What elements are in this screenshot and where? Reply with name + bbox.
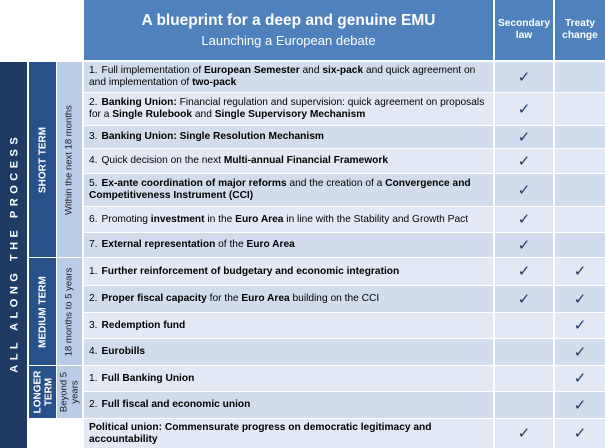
longer-term-row-2-secondary-law-cell: [495, 392, 553, 418]
short-term-row-1-treaty-change-cell: [555, 62, 605, 92]
item-text-bold: Single Supervisory Mechanism: [214, 109, 366, 120]
item-number: 6.: [89, 213, 98, 225]
longer-term-row-2-text: [89, 399, 250, 411]
item-text: and: [192, 109, 215, 120]
item-text-bold: Euro Area: [246, 239, 295, 250]
item-number: 7.: [89, 239, 98, 250]
short-term-row-1-text: [89, 65, 491, 89]
item-text: building on the CCI: [289, 293, 380, 304]
item-number: 4.: [89, 155, 98, 166]
check-icon: ✓: [573, 289, 587, 308]
short-term-row-2-secondary-law-cell: [495, 93, 553, 125]
short-term-row-7-secondary-law-cell: [495, 233, 553, 257]
short-term-row-4-text: [89, 155, 388, 167]
political-union-row: [84, 419, 493, 448]
check-icon: ✓: [517, 180, 531, 199]
short-term-row-5-treaty-change-cell: [555, 174, 605, 206]
item-number: 2.: [89, 97, 98, 108]
longer-term-row-1-text: [89, 373, 194, 385]
short-term-row-6-secondary-law-cell: [495, 207, 553, 232]
item-text-bold: Multi-annual Financial Framework: [223, 155, 388, 166]
treaty-change-header-label: Treaty change: [562, 18, 598, 41]
short-term-row-6: [84, 207, 493, 232]
item-text-bold: External representation: [101, 239, 216, 250]
political-union-row-treaty-change-cell: [555, 419, 605, 448]
medium-term-row-3-text: [89, 320, 185, 332]
item-text: Full implementation of: [101, 65, 204, 76]
medium-term-row-2-treaty-change-cell: [555, 286, 605, 312]
check-icon: ✓: [517, 67, 531, 86]
short-term-row-7-text: [89, 239, 295, 251]
medium-term-row-4-text: [89, 346, 145, 358]
item-number: 3.: [89, 131, 98, 142]
check-icon: ✓: [517, 127, 531, 146]
short-term-row-5: [84, 174, 493, 206]
longer-term-timeframe-cell: [57, 366, 82, 418]
longer-term-row-1-secondary-law-cell: [495, 366, 553, 391]
medium-term-row-4-treaty-change-cell: [555, 339, 605, 365]
short-term-row-4-treaty-change-cell: [555, 149, 605, 173]
check-icon: ✓: [517, 424, 531, 442]
item-number: 5.: [89, 178, 98, 189]
medium-term-row-2-secondary-law-cell: [495, 286, 553, 312]
medium-term-row-1-secondary-law-cell: [495, 258, 553, 285]
medium-term-timeframe-cell: [57, 258, 82, 365]
item-text: Quick decision on the next: [101, 155, 224, 166]
short-term-row-3-text: [89, 131, 324, 143]
secondary-law-column-header: [495, 0, 553, 60]
item-text-bold: Full Banking Union: [101, 372, 195, 384]
check-icon: ✓: [573, 316, 587, 334]
item-text: and: [299, 65, 323, 76]
item-text: Promoting: [101, 213, 151, 225]
item-number: 2.: [89, 293, 98, 304]
medium-term-row-1-text: [89, 266, 399, 278]
item-text-bold: Full fiscal and economic union: [101, 399, 251, 410]
short-term-row-4: [84, 149, 493, 173]
short-term-row-3-secondary-law-cell: [495, 126, 553, 148]
short-term-row-3: [84, 126, 493, 148]
short-term-row-2: [84, 93, 493, 125]
item-text-bold: two-pack: [192, 77, 237, 88]
item-text: and the creation of a: [286, 178, 386, 189]
item-number: 2.: [89, 399, 98, 410]
medium-term-row-3-secondary-law-cell: [495, 313, 553, 338]
medium-term-row-1-treaty-change-cell: [555, 258, 605, 285]
all-along-the-process-label: ALL ALONG THE PROCESS: [7, 132, 20, 373]
longer-term-row-1: [84, 366, 493, 391]
item-text-bold: Redemption fund: [101, 319, 186, 331]
longer-term-timeframe: Beyond 5 years: [58, 371, 80, 413]
longer-term-row-1-treaty-change-cell: [555, 366, 605, 391]
medium-term-label: MEDIUM TERM: [37, 275, 48, 348]
item-text-bold: Euro Area: [241, 293, 290, 304]
short-term-row-3-treaty-change-cell: [555, 126, 605, 148]
check-icon: ✓: [517, 99, 531, 118]
item-text-bold: Banking Union:: [101, 97, 177, 108]
medium-term-row-1: [84, 258, 493, 285]
short-term-row-4-secondary-law-cell: [495, 149, 553, 173]
short-term-row-5-secondary-law-cell: [495, 174, 553, 206]
short-term-label: SHORT TERM: [37, 126, 48, 193]
item-text: of the: [215, 239, 247, 250]
short-term-label-cell: [29, 62, 56, 257]
longer-term-row-2: [84, 392, 493, 418]
short-term-row-6-treaty-change-cell: [555, 207, 605, 232]
item-text-bold: investment: [150, 213, 205, 225]
item-text: for the: [206, 293, 242, 304]
short-term-row-6-text: [89, 214, 468, 226]
medium-term-row-3-treaty-change-cell: [555, 313, 605, 338]
short-term-row-2-text: [89, 97, 491, 121]
medium-term-row-3: [84, 313, 493, 338]
item-text: and quick agreement on and implementation of: [89, 65, 476, 88]
check-icon: ✓: [517, 262, 531, 280]
header-title-cell: [84, 0, 493, 60]
item-number: 1.: [89, 265, 98, 277]
item-text-bold: European Semester: [204, 65, 300, 76]
check-icon: ✓: [573, 424, 587, 442]
item-text: in the: [204, 213, 236, 225]
political-union-row-secondary-law-cell: [495, 419, 553, 448]
check-icon: ✓: [573, 262, 587, 280]
item-number: 1.: [89, 65, 98, 76]
item-text-bold: six-pack: [322, 65, 364, 76]
check-icon: ✓: [573, 395, 587, 414]
check-icon: ✓: [517, 289, 531, 308]
short-term-row-2-treaty-change-cell: [555, 93, 605, 125]
political-union-row-text: [89, 422, 491, 446]
short-term-row-1: [84, 62, 493, 92]
item-text-bold: Banking Union: Single Resolution Mechanism: [101, 131, 324, 142]
page-subtitle: Launching a European debate: [201, 33, 376, 48]
item-text-bold: Ex-ante coordination of major reforms: [101, 178, 287, 189]
item-number: 1.: [89, 372, 98, 384]
medium-term-timeframe: 18 months to 5 years: [63, 267, 75, 356]
longer-term-label-cell: [29, 366, 56, 418]
medium-term-row-4: [84, 339, 493, 365]
item-text-bold: Political union: Commensurate progress on democratic legitimacy and accountability: [89, 421, 432, 445]
treaty-change-column-header: [555, 0, 605, 60]
item-text-bold: Eurobills: [101, 346, 146, 357]
check-icon: ✓: [573, 342, 587, 361]
short-term-row-5-text: [89, 178, 491, 202]
item-text-bold: Convergence and Competitiveness Instrument (CCI): [89, 178, 471, 201]
item-text: in line with the Stability and Growth Pact: [283, 213, 469, 225]
secondary-law-header-label: Secondary law: [497, 18, 551, 41]
item-text-bold: Proper fiscal capacity: [101, 293, 207, 304]
short-term-timeframe-cell: [57, 62, 82, 257]
all-along-the-process-bar: [0, 62, 27, 448]
longer-term-row-2-treaty-change-cell: [555, 392, 605, 418]
medium-term-row-2-text: [89, 293, 379, 305]
item-number: 3.: [89, 319, 98, 331]
item-text-bold: Euro Area: [235, 213, 284, 225]
longer-term-label: LONGER TERM: [31, 370, 54, 414]
short-term-row-1-secondary-law-cell: [495, 62, 553, 92]
page-title: A blueprint for a deep and genuine EMU: [141, 12, 436, 29]
check-icon: ✓: [517, 235, 531, 254]
short-term-row-7: [84, 233, 493, 257]
medium-term-row-2: [84, 286, 493, 312]
item-text: Financial regulation and supervision: quick agreement on proposals for a: [89, 97, 485, 120]
item-text-bold: Further reinforcement of budgetary and economic integration: [101, 265, 400, 277]
short-term-timeframe: Within the next 18 months: [63, 104, 75, 215]
item-number: 4.: [89, 346, 98, 357]
item-text-bold: Single Rulebook: [112, 109, 193, 120]
medium-term-label-cell: [29, 258, 56, 365]
check-icon: ✓: [517, 151, 531, 170]
check-icon: ✓: [517, 210, 531, 228]
medium-term-row-4-secondary-law-cell: [495, 339, 553, 365]
check-icon: ✓: [573, 369, 587, 387]
short-term-row-7-treaty-change-cell: [555, 233, 605, 257]
